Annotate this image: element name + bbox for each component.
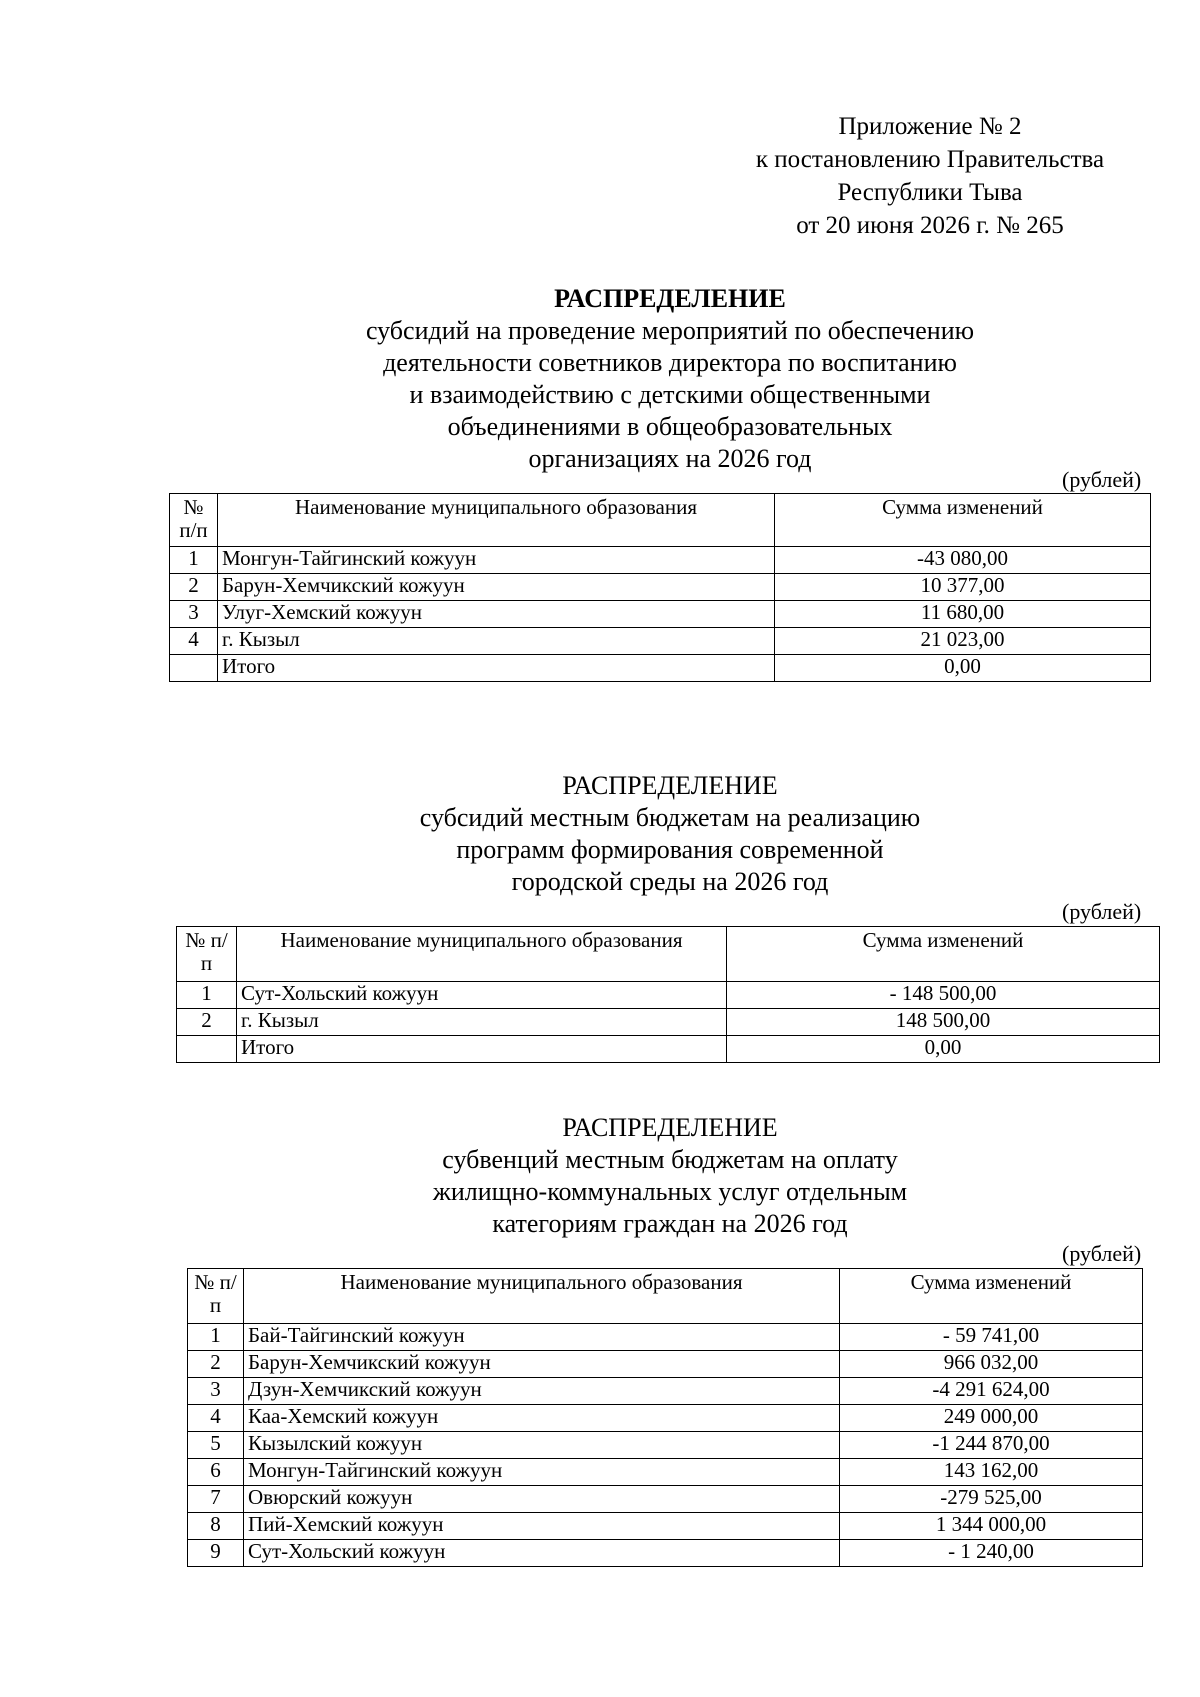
section1-heading: РАСПРЕДЕЛЕНИЕ [554,284,786,313]
row-number: 3 [170,601,218,628]
row-number: 1 [177,982,237,1009]
row-municipality: Бай-Тайгинский кожуун [244,1324,840,1351]
row-sum: 21 023,00 [775,628,1151,655]
table-total-row [177,1036,1160,1063]
row-municipality: Пий-Хемский кожуун [244,1513,840,1540]
appendix-line-1: Приложение № 2 [838,113,1022,140]
row-sum: -1 244 870,00 [840,1432,1143,1459]
row-municipality: Сут-Хольский кожуун [244,1540,840,1567]
row-sum: 0,00 [727,1036,1160,1063]
row-municipality: г. Кызыл [237,1009,727,1036]
row-municipality: Сут-Хольский кожуун [237,982,727,1009]
section1-unit: (рублей) [1062,467,1142,492]
column-header-sum: Сумма изменений [840,1269,1143,1324]
table-row [188,1432,1143,1459]
row-sum: 966 032,00 [840,1351,1143,1378]
row-municipality: Монгун-Тайгинский кожуун [218,547,775,574]
row-municipality: Кызылский кожуун [244,1432,840,1459]
appendix-line-4: от 20 июня 2026 г. № 265 [796,212,1064,239]
row-number [177,1036,237,1063]
section2-subtitle-line: городской среды на 2026 год [511,867,829,896]
section1-subtitle-line: объединениями в общеобразовательных [447,412,893,441]
section1-table [169,493,1151,682]
table-row [188,1459,1143,1486]
row-municipality: Барун-Хемчикский кожуун [218,574,775,601]
table-header-row [188,1269,1143,1324]
section3-subtitle-line: категориям граждан на 2026 год [492,1209,848,1238]
row-sum: -4 291 624,00 [840,1378,1143,1405]
row-municipality: Итого [218,655,775,682]
appendix-line-3: Республики Тыва [837,179,1023,206]
row-sum: 143 162,00 [840,1459,1143,1486]
column-header-number: № п/п [170,494,218,547]
table-row [188,1378,1143,1405]
section1-subtitle-line: субсидий на проведение мероприятий по обеспечению [365,316,975,345]
column-header-sum: Сумма изменений [727,927,1160,982]
row-number: 3 [188,1378,244,1405]
row-municipality: Монгун-Тайгинский кожуун [244,1459,840,1486]
row-municipality: Овюрский кожуун [244,1486,840,1513]
row-number: 6 [188,1459,244,1486]
table-row [188,1513,1143,1540]
section2-title [230,770,1110,898]
table-row [170,601,1151,628]
column-header-name: Наименование муниципального образования [237,927,727,982]
row-number: 1 [170,547,218,574]
row-sum: 10 377,00 [775,574,1151,601]
column-header-number: № п/п [188,1269,244,1324]
appendix-line-2: к постановлению Правительства [755,146,1105,173]
table-row [170,574,1151,601]
section2-subtitle-line: программ формирования современной [456,835,884,864]
section2-heading: РАСПРЕДЕЛЕНИЕ [562,771,778,800]
section2-subtitle-line: субсидий местным бюджетам на реализацию [419,803,921,832]
section2-unit: (рублей) [1062,899,1142,924]
row-number: 5 [188,1432,244,1459]
table-row [170,628,1151,655]
table-row [188,1324,1143,1351]
section3-subtitle-line: субвенций местным бюджетам на оплату [442,1145,898,1174]
table-row [188,1486,1143,1513]
row-sum: 148 500,00 [727,1009,1160,1036]
section1-subtitle-line: и взаимодействию с детскими общественными [409,380,931,409]
row-sum: - 1 240,00 [840,1540,1143,1567]
row-sum: -43 080,00 [775,547,1151,574]
row-municipality: Улуг-Хемский кожуун [218,601,775,628]
section1-title [230,283,1110,475]
section2-table [176,926,1160,1063]
table-row [188,1405,1143,1432]
row-number [170,655,218,682]
table-row [188,1351,1143,1378]
row-number: 8 [188,1513,244,1540]
section3-heading: РАСПРЕДЕЛЕНИЕ [562,1113,778,1142]
appendix-header [700,110,1160,242]
column-header-sum: Сумма изменений [775,494,1151,547]
row-number: 2 [177,1009,237,1036]
row-municipality: Каа-Хемский кожуун [244,1405,840,1432]
section1-subtitle-line: организациях на 2026 год [528,444,812,473]
section1-subtitle-line: деятельности советников директора по воспитанию [383,348,957,377]
row-sum: 1 344 000,00 [840,1513,1143,1540]
row-number: 1 [188,1324,244,1351]
table-header-row [177,927,1160,982]
section3-title [230,1112,1110,1240]
row-municipality: г. Кызыл [218,628,775,655]
row-sum: -279 525,00 [840,1486,1143,1513]
column-header-name: Наименование муниципального образования [218,494,775,547]
row-number: 9 [188,1540,244,1567]
row-municipality: Итого [237,1036,727,1063]
row-sum: 0,00 [775,655,1151,682]
row-municipality: Барун-Хемчикский кожуун [244,1351,840,1378]
table-total-row [170,655,1151,682]
row-municipality: Дзун-Хемчикский кожуун [244,1378,840,1405]
section3-table [187,1268,1143,1567]
row-sum: 11 680,00 [775,601,1151,628]
column-header-number: № п/п [177,927,237,982]
row-sum: 249 000,00 [840,1405,1143,1432]
row-sum: - 148 500,00 [727,982,1160,1009]
row-number: 2 [170,574,218,601]
table-row [170,547,1151,574]
row-number: 2 [188,1351,244,1378]
table-row [177,1009,1160,1036]
row-number: 7 [188,1486,244,1513]
row-number: 4 [188,1405,244,1432]
row-sum: - 59 741,00 [840,1324,1143,1351]
table-header-row [170,494,1151,547]
column-header-name: Наименование муниципального образования [244,1269,840,1324]
row-number: 4 [170,628,218,655]
section3-subtitle-line: жилищно-коммунальных услуг отдельным [432,1177,908,1206]
table-row [188,1540,1143,1567]
section3-unit: (рублей) [1062,1241,1142,1266]
table-row [177,982,1160,1009]
